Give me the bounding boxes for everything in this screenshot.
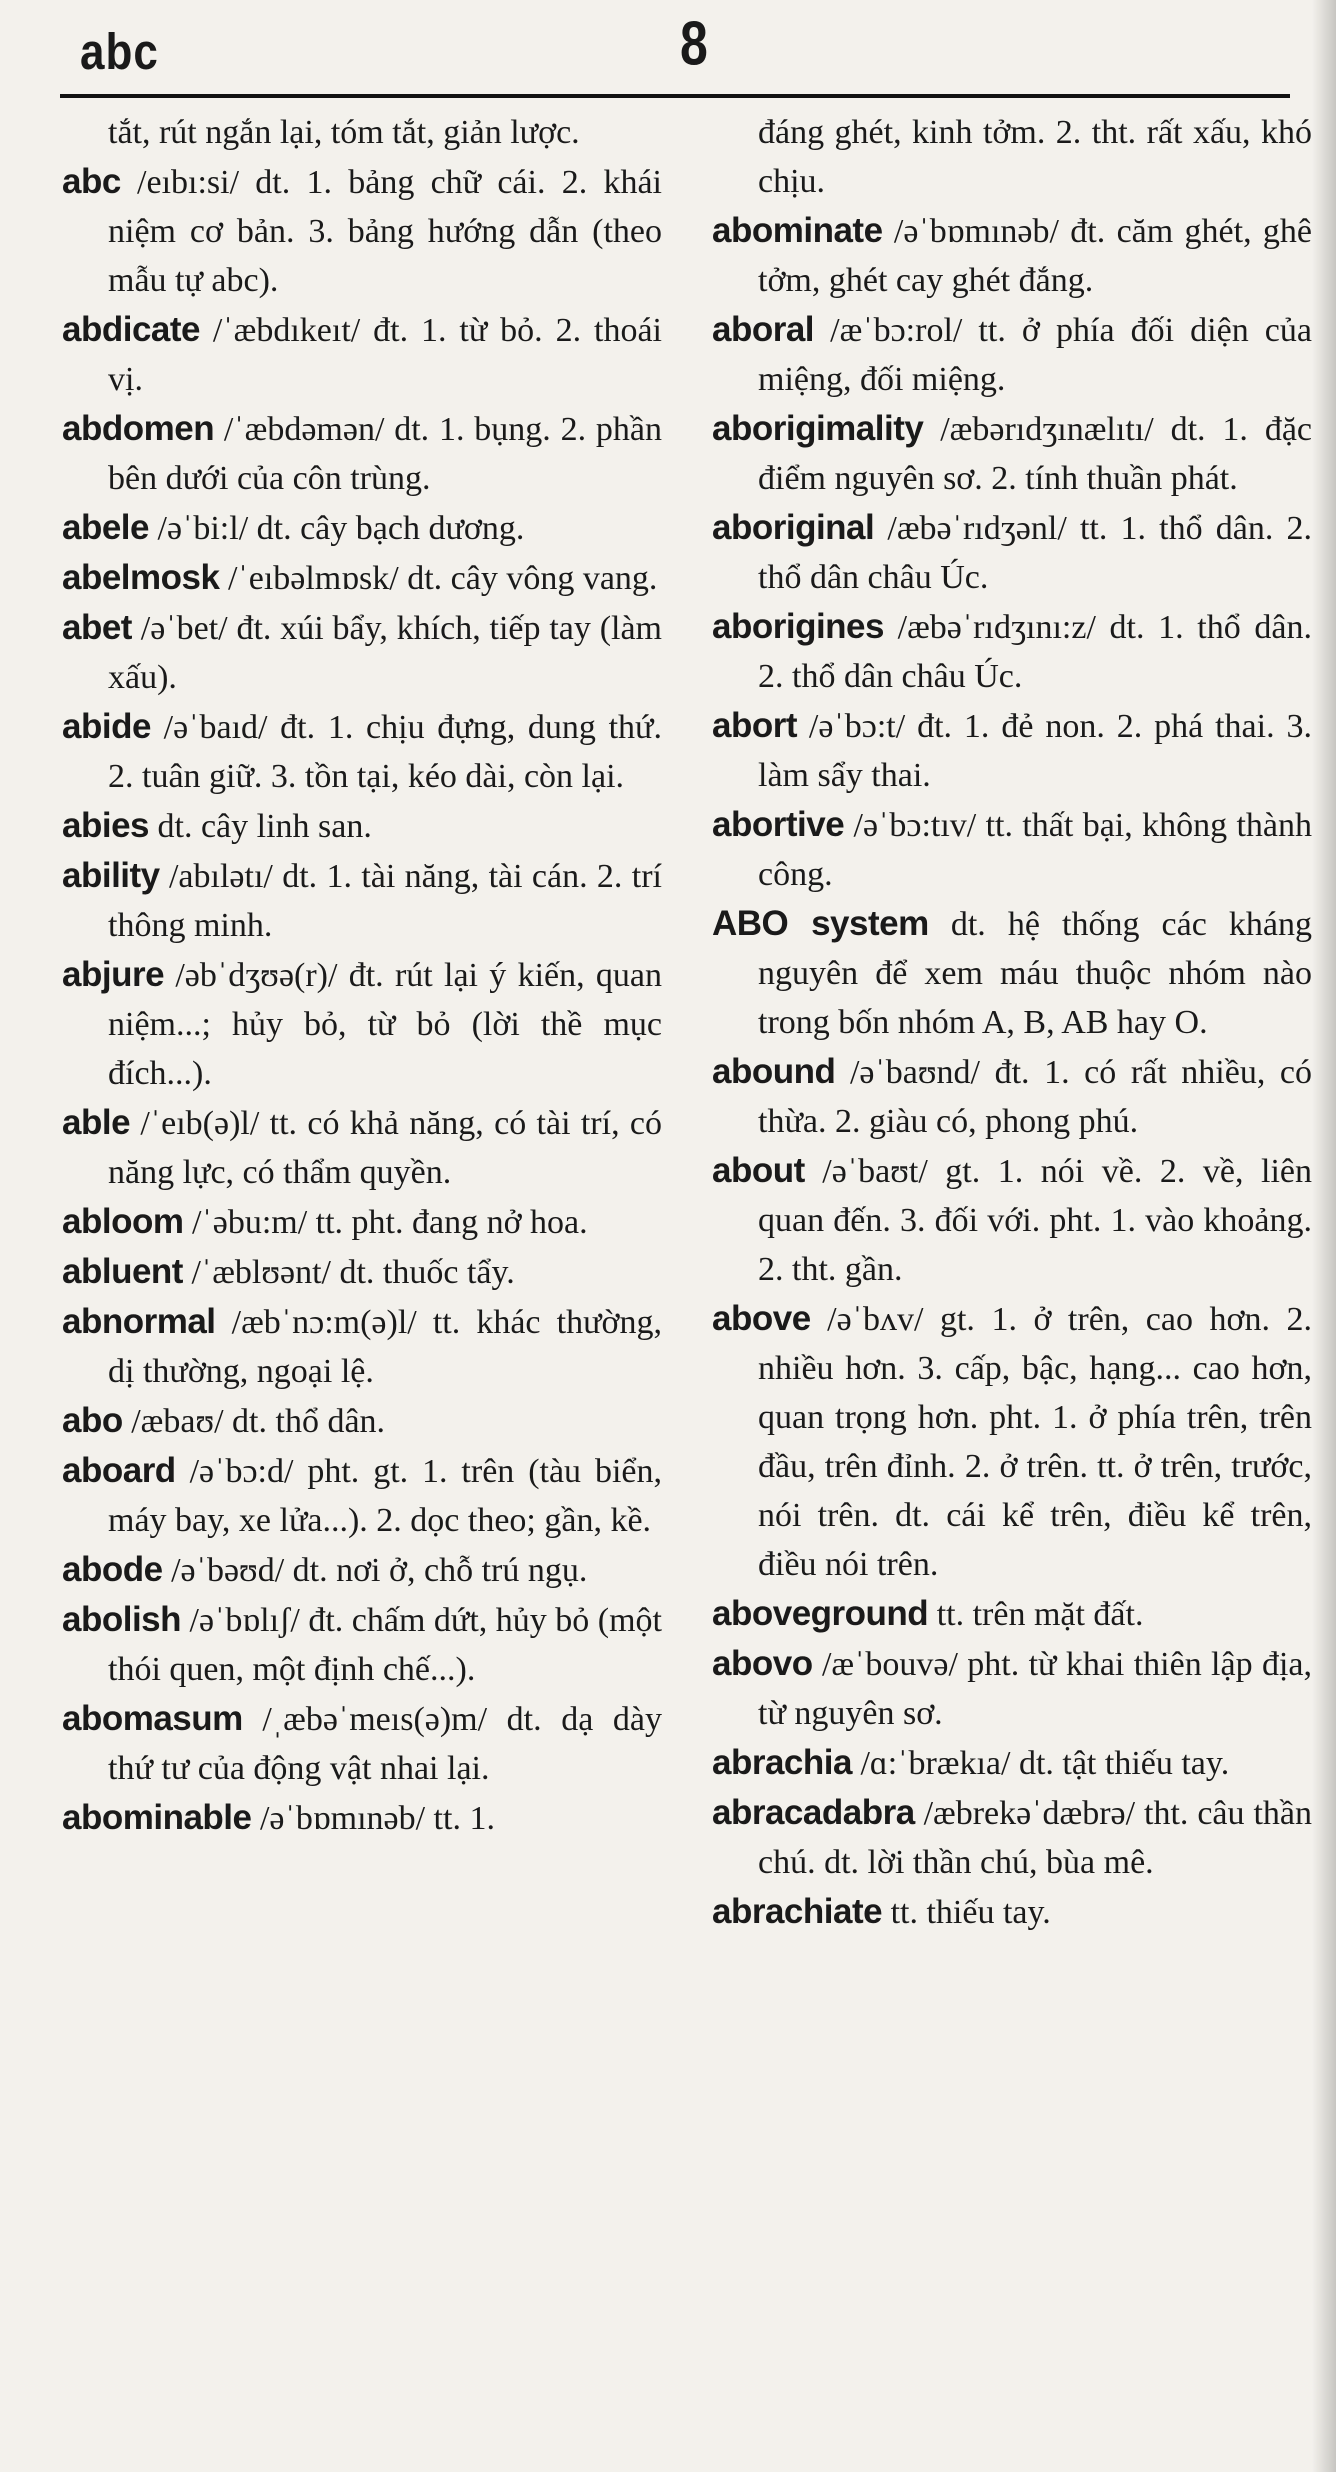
headword: abolish	[62, 1600, 182, 1639]
dictionary-entry	[712, 800, 1312, 899]
dictionary-entry	[62, 1396, 662, 1446]
headword: aboriginal	[712, 508, 875, 547]
dictionary-entry	[62, 702, 662, 801]
headword: abet	[62, 608, 132, 647]
definition-text: /əˈbaʊt/ gt. 1. nói về. 2. về, liên quan đến. 3. đối với. pht. 1. vào khoảng. 2. tht. gần.	[758, 1153, 1312, 1288]
dictionary-entry	[62, 503, 662, 553]
definition-text: /əˈbɒmınəb/ tt. 1.	[251, 1800, 495, 1837]
definition-text: /əˈbʌv/ gt. 1. ở trên, cao hơn. 2. nhiều hơn. 3. cấp, bậc, hạng... cao hơn, quan trọng hơn. pht. 1. ở phía trên, trên đầu, trên đỉnh. 2. ở trên. tt. ở trên, trước, nói trên. dt. cái kể trên, điều kể trên, điều nói trên.	[758, 1301, 1312, 1583]
dictionary-entry	[62, 1545, 662, 1595]
dictionary-entry	[62, 851, 662, 950]
headword: abjure	[62, 955, 165, 994]
headword: abomasum	[62, 1699, 243, 1738]
left-column	[62, 108, 662, 1843]
dictionary-entry	[712, 1639, 1312, 1738]
headword: able	[62, 1103, 131, 1142]
definition-text: /æˈbɔ:rol/ tt. ở phía đối diện của miệng, đối miệng.	[758, 312, 1312, 398]
headword: abnormal	[62, 1302, 216, 1341]
headword: abrachiate	[712, 1892, 883, 1931]
definition-text: /ɑ:ˈbrækıa/ dt. tật thiếu tay.	[851, 1745, 1230, 1782]
definition-text: /əˈbɔ:tıv/ tt. thất bại, không thành công.	[758, 807, 1312, 893]
definition-text: /əˈbɒmınəb/ đt. căm ghét, ghê tởm, ghét cay ghét đắng.	[758, 213, 1312, 299]
dictionary-entry	[62, 950, 662, 1098]
definition-text: /ˈæbdəmən/ dt. 1. bụng. 2. phần bên dưới của côn trùng.	[108, 411, 662, 497]
definition-text: /æbaʊ/ dt. thổ dân.	[122, 1403, 386, 1440]
dictionary-entry	[62, 553, 662, 603]
headword: abies	[62, 806, 149, 845]
definition-text: /abılətı/ dt. 1. tài năng, tài cán. 2. trí thông minh.	[108, 858, 662, 944]
definition-text: /əˈbɒlıʃ/ đt. chấm dứt, hủy bỏ (một thói quen, một định chế...).	[108, 1602, 662, 1688]
definition-text: /æˈbouvə/ pht. từ khai thiên lập địa, từ nguyên sơ.	[758, 1646, 1312, 1732]
definition-text: /əˈbi:l/ dt. cây bạch dương.	[149, 510, 525, 547]
headword: abort	[712, 706, 797, 745]
definition-text: /ˌæbəˈmeıs(ə)m/ dt. dạ dày thứ tư của động vật nhai lại.	[108, 1701, 662, 1787]
dictionary-entry	[712, 503, 1312, 602]
dictionary-entry	[62, 1247, 662, 1297]
dictionary-entry	[62, 1197, 662, 1247]
headword: abo	[62, 1401, 123, 1440]
entry-continuation	[712, 108, 1312, 206]
definition-text: /əˈbɔ:d/ pht. gt. 1. trên (tàu biển, máy bay, xe lửa...). 2. dọc theo; gần, kề.	[108, 1453, 662, 1539]
headword: abdomen	[62, 409, 215, 448]
dictionary-entry	[62, 1098, 662, 1197]
dictionary-entry	[712, 404, 1312, 503]
dictionary-entry	[62, 305, 662, 404]
headword: abominate	[712, 211, 883, 250]
definition-text: /eıbı:si/ dt. 1. bảng chữ cái. 2. khái niệm cơ bản. 3. bảng hướng dẫn (theo mẫu tự abc).	[108, 164, 662, 299]
dictionary-entry	[712, 1047, 1312, 1146]
dictionary-entry	[712, 701, 1312, 800]
headword: ability	[62, 856, 160, 895]
headword: aboveground	[712, 1594, 929, 1633]
dictionary-entry	[712, 1788, 1312, 1887]
dictionary-entry	[712, 1589, 1312, 1639]
page-number: 8	[680, 8, 708, 78]
dictionary-entry	[62, 157, 662, 305]
definition-text: tắt, rút ngắn lại, tóm tắt, giản lược.	[108, 114, 580, 151]
headword: ABO system	[712, 904, 929, 943]
definition-text: /æbəˈrıdʒını:z/ dt. 1. thổ dân. 2. thổ dân châu Úc.	[758, 609, 1312, 695]
headword: abound	[712, 1052, 836, 1091]
dictionary-entry	[62, 404, 662, 503]
headword: abide	[62, 707, 151, 746]
definition-text: tt. trên mặt đất.	[928, 1596, 1144, 1633]
headword: aborigines	[712, 607, 884, 646]
dictionary-entry	[62, 1793, 662, 1843]
headword: abc	[62, 162, 121, 201]
definition-text: /ˈeıbəlmɒsk/ dt. cây vông vang.	[219, 560, 658, 597]
dictionary-entry	[712, 1294, 1312, 1589]
dictionary-entry	[712, 305, 1312, 404]
headword: abele	[62, 508, 149, 547]
headword: above	[712, 1299, 811, 1338]
definition-text: /ˈəbu:m/ tt. pht. đang nở hoa.	[183, 1204, 588, 1241]
definition-text: /æbərıdʒınælıtı/ dt. 1. đặc điểm nguyên sơ. 2. tính thuần phát.	[758, 411, 1312, 497]
headword: abdicate	[62, 310, 200, 349]
dictionary-entry	[712, 1738, 1312, 1788]
definition-text: /əˈbaʊnd/ đt. 1. có rất nhiều, có thừa. 2. giàu có, phong phú.	[758, 1054, 1312, 1140]
headword: abloom	[62, 1202, 184, 1241]
running-head: abc	[80, 24, 159, 81]
definition-text: /ˈæblʊənt/ dt. thuốc tẩy.	[182, 1254, 515, 1291]
definition-text: /æbrekəˈdæbrə/ tht. câu thần chú. dt. lời thần chú, bùa mê.	[758, 1795, 1312, 1881]
dictionary-entry	[712, 1146, 1312, 1294]
headword: abracadabra	[712, 1793, 915, 1832]
headword: abominable	[62, 1798, 252, 1837]
dictionary-entry	[62, 1694, 662, 1793]
dictionary-entry	[712, 602, 1312, 701]
definition-text: dt. cây linh san.	[149, 808, 372, 845]
headword: aboral	[712, 310, 815, 349]
dictionary-entry	[712, 206, 1312, 305]
dictionary-entry	[62, 1595, 662, 1694]
dictionary-entry	[712, 899, 1312, 1047]
headword: abortive	[712, 805, 845, 844]
definition-text: /æbˈnɔ:m(ə)l/ tt. khác thường, dị thường, ngoại lệ.	[108, 1304, 662, 1390]
definition-text: /ˈæbdıkeıt/ đt. 1. từ bỏ. 2. thoái vị.	[108, 312, 662, 398]
definition-text: /ˈeıb(ə)l/ tt. có khả năng, có tài trí, có năng lực, có thẩm quyền.	[108, 1105, 662, 1191]
headword: abrachia	[712, 1743, 852, 1782]
headword: abluent	[62, 1252, 183, 1291]
dictionary-entry	[712, 1887, 1312, 1937]
headword: abovo	[712, 1644, 813, 1683]
definition-text: đáng ghét, kinh tởm. 2. tht. rất xấu, khó chịu.	[758, 114, 1312, 200]
definition-text: /əˈbəʊd/ dt. nơi ở, chỗ trú ngụ.	[162, 1552, 588, 1589]
page-header	[60, 8, 1290, 98]
definition-text: /æbəˈrıdʒənl/ tt. 1. thổ dân. 2. thổ dân châu Úc.	[758, 510, 1312, 596]
dictionary-entry	[62, 801, 662, 851]
headword: aboard	[62, 1451, 176, 1490]
dictionary-entry	[62, 1297, 662, 1396]
definition-text: tt. thiếu tay.	[882, 1894, 1051, 1931]
definition-text: /əˈbaıd/ đt. 1. chịu đựng, dung thứ. 2. tuân giữ. 3. tồn tại, kéo dài, còn lại.	[108, 709, 662, 795]
headword: aborigimality	[712, 409, 924, 448]
dictionary-entry	[62, 1446, 662, 1545]
entry-continuation	[62, 108, 662, 157]
right-column	[712, 108, 1312, 1937]
definition-text: /əˈbet/ đt. xúi bẩy, khích, tiếp tay (làm xấu).	[108, 610, 662, 696]
definition-text: /əbˈdʒʊə(r)/ đt. rút lại ý kiến, quan niệm...; hủy bỏ, từ bỏ (lời thề mục đích...).	[108, 957, 662, 1092]
definition-text: dt. hệ thống các kháng nguyên để xem máu thuộc nhóm nào trong bốn nhóm A, B, AB hay O.	[758, 906, 1312, 1041]
binding-shadow	[1312, 0, 1336, 2472]
definition-text: /əˈbɔ:t/ đt. 1. đẻ non. 2. phá thai. 3. làm sẩy thai.	[758, 708, 1312, 794]
dictionary-entry	[62, 603, 662, 702]
headword: abode	[62, 1550, 163, 1589]
headword: about	[712, 1151, 805, 1190]
headword: abelmosk	[62, 558, 220, 597]
